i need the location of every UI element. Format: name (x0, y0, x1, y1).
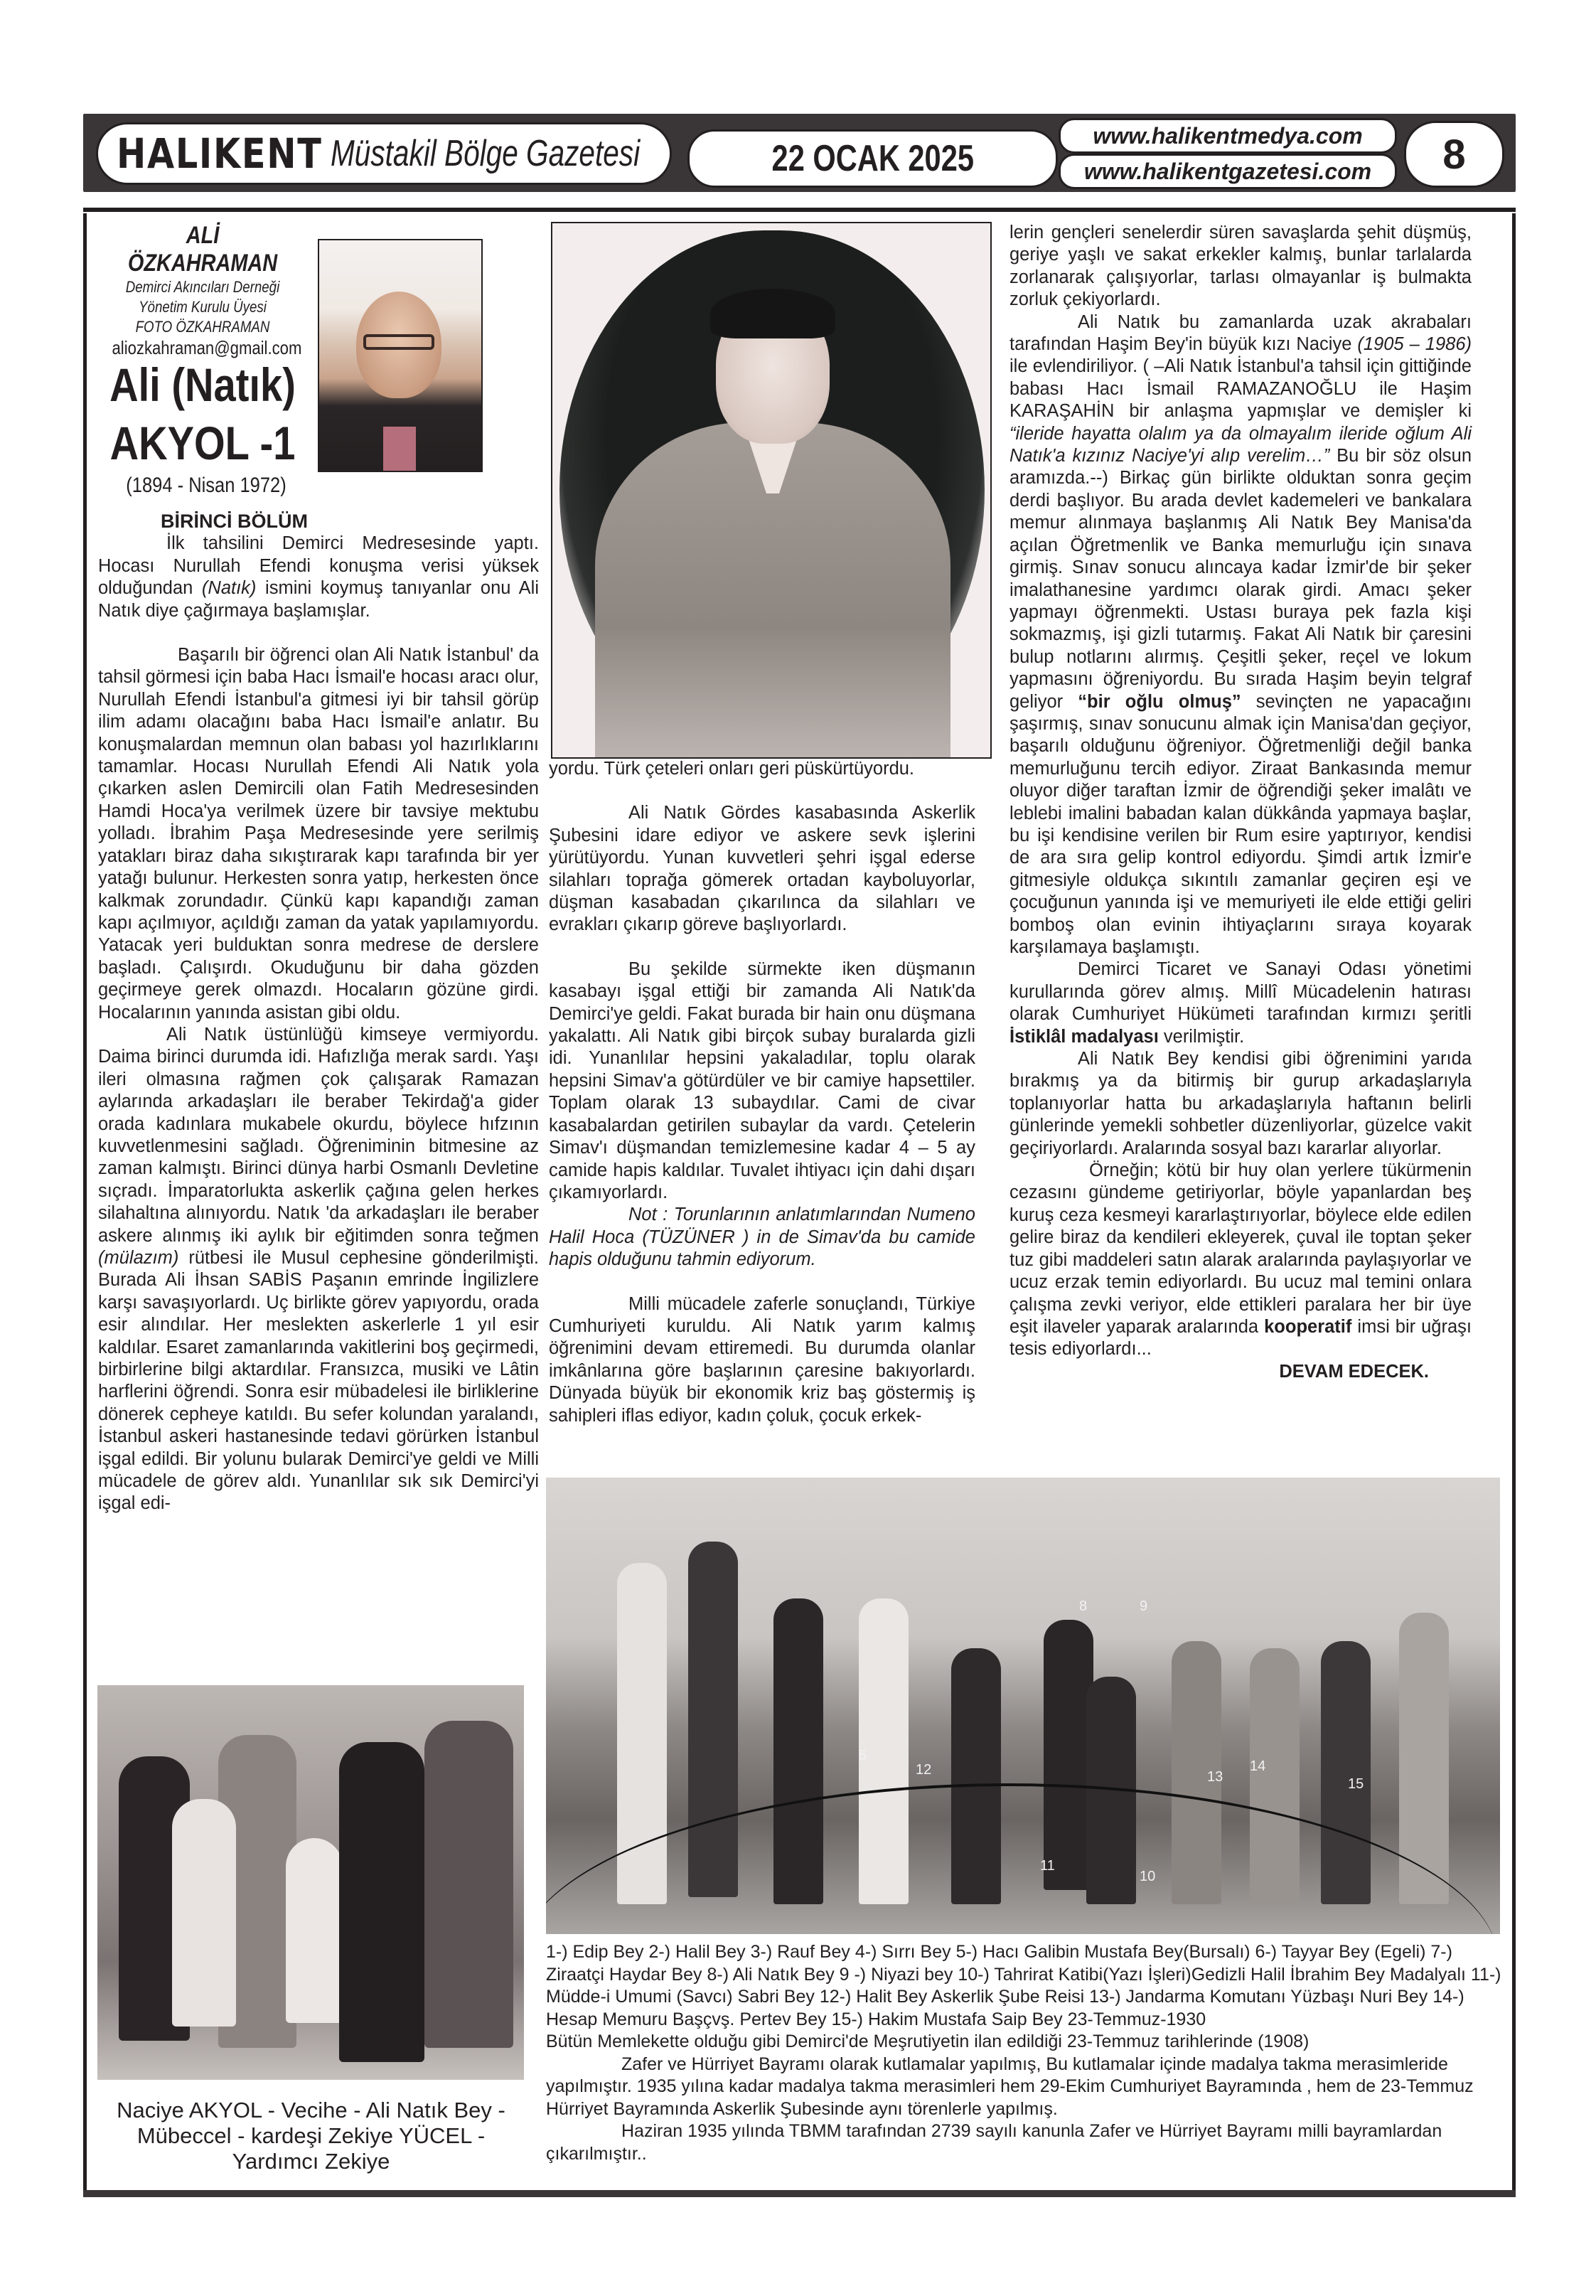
family-photo-caption: Naciye AKYOL - Vecihe - Ali Natık Bey - Mübeccel - kardeşi Zekiye YÜCEL - Yardımcı Zekiye (117, 2098, 505, 2174)
group-label: 5 (859, 1748, 867, 1763)
portrait-photo (551, 222, 992, 759)
caption-text: Haziran 1935 yılında TBMM tarafından 2739 sayılı kanunla Zafer ve Hürriyet Bayramı milli bayramlardan çıkarılmıştır.. (546, 2121, 1442, 2164)
author-photo (318, 239, 483, 472)
paragraph: İlk tahsilini Demirci Medresesinde yaptı. Hocası Nurullah Efendi konuşma verisi yüksek olduğundan (Natık) ismini koymuş tanıyanlar onu Ali Natık diye çağırmaya başlamışlar. (98, 533, 539, 621)
website-link-gazetesi[interactable]: www.halikentgazetesi.com (1059, 154, 1397, 189)
group-label: 15 (1348, 1776, 1364, 1792)
family-photo (97, 1685, 524, 2080)
author-role: Yönetim Kurulu Üyesi (139, 298, 267, 316)
group-label: 14 (1250, 1758, 1266, 1774)
paragraph: Milli mücadele zaferle sonuçlandı, Türkiye Cumhuriyeti kuruldu. Ali Natık yarım kalmış öğrenimini devam ettiremedi. Bu durumda olanlar imkânlarına göre başlarının çaresine bakıyorlardı. Dünyada büyük bir ekonomik kriz baş göstermiş iş sahipleri iflas ediyor, kadın çoluk, çocuk erkek- (549, 1293, 975, 1426)
group-label: 8 (1079, 1598, 1088, 1614)
newspaper-title (96, 122, 672, 185)
author-email[interactable]: aliozkahraman@gmail.com (112, 337, 302, 358)
caption-text: Bütün Memlekette olduğu gibi Demirci'de Meşrutiyetin ilan edildiği 23-Temmuz tarihlerinde (1908) (546, 2031, 1310, 2051)
author-studio: FOTO ÖZKAHRAMAN (135, 318, 270, 336)
article-column-2 (549, 758, 975, 1427)
paragraph: Bu şekilde sürmekte iken düşmanın kasabayı işgal ettiği bir zamanda Ali Natık'da Demirci'ye geldi. Fakat burada bir hain onu düşmana yakalattı. Ali Natık gibi birçok subay buralarda gizli idi. Yunanlılar hepsini yakaladılar, toplu olarak hepsini Simav'a götürdüler ve bir camiye hapsettiler. Toplam olarak 13 subaydılar. Cami de civar kasabalardan getirilen subaylar da vardı. Çetelerin Simav'ı düşmandan temizlemesine kadar 4 – 5 ay camide hapis kaldılar. Tuvalet ihtiyacı için dahi dışarı çıkamıyorlardı. (549, 959, 975, 1202)
group-photo-caption (546, 1941, 1502, 2165)
author-name: ALİ ÖZKAHRAMAN (127, 222, 278, 277)
group-label: 11 (1040, 1858, 1055, 1874)
page-number: 8 (1404, 121, 1504, 188)
website-link-medya[interactable]: www.halikentmedya.com (1059, 118, 1397, 154)
masthead (83, 114, 1516, 192)
author-role: Demirci Akıncıları Derneği (125, 278, 280, 296)
issue-date: 22 OCAK 2025 (687, 129, 1058, 188)
paragraph: Ali Natık Bey kendisi gibi öğrenimini yarıda bırakmış ya da bitirmiş bir gurup arkadaşlarıyla toplanıyorlar hatta bu arkadaşlarıyla haftanın belirli günlerinde yemekli sohbetler düzenliyorlar, güzelce vakit geçiriyorlardı. Aralarında sosyal bazı kararlar alıyorlar. (1009, 1049, 1472, 1158)
lifespan: (1894 - Nisan 1972) (126, 474, 286, 497)
paragraph: lerin gençleri senelerdir süren savaşlarda şehit düşmüş, geriye yaşlı ve sakat erkekler kalmış, bunlar tarlalarda zorlanarak çalışıyorlar, tarlası olmayanlar iş bulmakta zorluk çekiyorlardı. (1009, 223, 1472, 310)
paragraph: Ali Natık bu zamanlarda uzak akrabaları tarafından Haşim Bey'in büyük kızı Naciye (1905 – 1986) ile evlendiriliyor. ( –Ali Natık İstanbul'a tahsil için gittiğinde babası Hacı İsmail RAMAZANOĞLU ile Haşim KARAŞAHİN bir anlaşma yapmışlar ve demişler ki “ileride hayatta olalım ya da olmayalım ileride oğlum Ali Natık'a kızınız Naciye'yi alıp verelim…” Bu bir söz olsun aramızda.--) Birkaç gün birlikte olduktan sonra geçim derdi başlıyor. Bu arada devlet kademeleri ve bankalara memur alınmaya başlanmış Ali Natık Bey Manisa'da açılan Öğretmenlik ve Banka memurluğu için sınava girmiş. Sınav sonucu alıncaya kadar İzmir'de bir şeker imalathanesine yardımcı olarak girdi. Amacı şeker yapmayı öğrenmekti. Ustası buraya pek fazla kişi sokmazmış, işi gizli tutarmış. Fakat Ali Natık bir çaresini bulup notlarını alırmış. Çeşitli şeker, reçel ve lokum yapmasını öğreniyordu. Bu sırada Haşim beyin telgraf geliyor “bir oğlu olmuş” sevinçten ne yapacağını şaşırmış, sınav sonucunu almak için Manisa'dan geçiyor, başarılı olduğunu öğreniyor. Öğretmenliği değil banka memurluğunu tercih ediyor. Ziraat Bankasında memur oluyor diğer taraftan İzmir de öğrendiği şeker imalâtı ve leblebi imalini babadan kalan dükkânda yapmaya başlar, bu işi kendisine verilen bir Rum esire yaptırıyor, kendisi de ara sıra gelip kontrol ediyordu. Şimdi artık İzmir'e gitmesiyle oldukça sıkıntılı zamanlar geçiren eşi ve çocuğunun yanında işi ve memuriyeti ile elde ettiği geliri bomboş olan evinin ihtiyaçlarını sıraya koyarak karşılamaya başlamıştı. (1009, 311, 1472, 957)
paragraph: yordu. Türk çeteleri onları geri püskürtüyordu. (549, 759, 915, 779)
group-label: 12 (916, 1762, 932, 1778)
group-label: 9 (1140, 1598, 1148, 1614)
article-column-3 (1009, 222, 1472, 1383)
caption-text: Zafer ve Hürriyet Bayramı olarak kutlamalar yapılmış, Bu kutlamalar içinde madalya takma merasimleride yapılmıştır. 1935 yılına kadar madalya takma merasimleri hem 29-Ekim Cumhuriyet Bayramında , hem de 23-Temmuz Hürriyet Bayramında Askerlik Şubesinde aynı törenlerle yapılmış. (546, 2054, 1474, 2119)
article-headline: Ali (Natık) AKYOL -1 (109, 358, 296, 469)
brand-name: HALIKENT (117, 129, 323, 178)
group-label: 10 (1140, 1869, 1156, 1884)
author-note: Not : Torunlarının anlatımlarından Numeno Halil Hoca (TÜZÜNER ) in de Simav'da bu camide hapis olduğunu tahmin ediyorum. (549, 1205, 975, 1270)
header-divider (83, 208, 1516, 212)
footer-divider (83, 2190, 1516, 2197)
article-column-1 (98, 511, 539, 1515)
paragraph: Örneğin; kötü bir huy olan yerlere tükürmenin cezasını gündeme getiriyorlar, böyle yapanlardan beş kuruş ceza kesmeyi kararlaştırıyorlar, böylece elde edilen gelire biraz da kendileri ekleyerek, çuval ile toptan şeker tuz gibi maddeleri satın alarak aralarında paylaşıyorlar ve ucuz erzak temin ediyorlardı. Bu ucuz mal temini onlara çalışma zevki veriyor, elde ettikleri paralara her bir üye eşit ilaveler yaparak aralarında kooperatif imsi bir uğraşı tesis ediyorlardı... (1009, 1160, 1472, 1360)
brand-subtitle: Müstakil Bölge Gazetesi (330, 133, 640, 174)
group-label: 13 (1207, 1769, 1223, 1785)
paragraph: Başarılı bir öğrenci olan Ali Natık İstanbul' da tahsil görmesi için baba Hacı İsmail'e hocası aracı olur, Nurullah Efendi İstanbul'a gitmesi iyi bir tahsil görüp ilim adamı olacağını baba Hacı İsmail'e anlatır. Bu konuşmalardan memnun olan babası yol hazırlıklarını tamamlar. Hocası Nurullah Efendi Ali Natık yola çıkarken aslen Demircili olan Fatih Medresesinden Hamdi Hoca'ya verilmek üzere bir tavsiye mektubu yolladı. İbrahim Paşa Medresesinde yere serilmiş yatakları biraz daha sıkıştırarak kapı tarafında bir yer yatağı bulunur. Herkesten sonra yatıp, herkesten önce kalkmak zorundadır. Çünkü kapı kapandığı zaman kapı açılmıyor, açıldığı zaman da yatak yapılamıyordu. Yatacak yeri bulduktan sonra medrese de derslere başladı. Çalışırdı. Okuduğunu bir daha gözden geçirmeye gerek olmazdı. Hocaların gözüne girdi. Hocalarının yanında asistan gibi oldu. (98, 645, 539, 1022)
continued-notice: DEVAM EDECEK. (1279, 1361, 1429, 1382)
byline (96, 222, 309, 359)
paragraph: Ali Natık üstünlüğü kimseye vermiyordu. Daima birinci durumda idi. Hafızlığa merak sardı. Yaşı ileri olmasına rağmen çok çalışarak Ramazan aylarında arkadaşları ile beraber Tekirdağ'a gider orada kadınlara mukabele okurdu, böylece hıfzının kuvvetlenmesini sağladı. Öğreniminin bitmesine az zaman kalmıştı. Birinci dünya harbi Osmanlı Devletine sıçradı. İmparatorlukta askerlik çağına gelen herkes silahaltına alınıyordu. Natık 'da arkadaşları ile beraber askere alınmış iki aylık bir eğitimden sonra teğmen (mülazım) rütbesi ile Musul cephesine gönderilmişti. Burada Ali İhsan SABİS Paşanın emrinde İngilizlere karşı savaşıyorlardı. Uç birlikte görev yapıyordu, orada esir alındılar. Her meslekten askerlerle 1 yıl esir kaldılar. Esaret zamanlarında vakitlerini boş geçirmedi, birbirlerine bilgi aktardılar. Fransızca, musiki ve Lâtin harflerini öğrendi. Sonra esir mübadelesi ile birliklerine dönerek cepheye katıldı. Bu sefer kolundan yaralandı, İstanbul askeri hastanesinde tedavi görürken İstanbul işgal edildi. Bir yolunu bularak Demirci'ye geldi ve Milli mücadele de görev aldı. Yunanlılar sık sık Demirci'yi işgal edi- (98, 1024, 539, 1514)
section-heading: BİRİNCİ BÖLÜM (161, 511, 308, 532)
paragraph: Ali Natık Gördes kasabasında Askerlik Şubesini idare ediyor ve askere sevk işlerini yürütüyordu. Yunan kuvvetleri şehri işgal ederse silahları toprağa gömerek ortadan kayboluyorlar, düşman kasabadan çıkarılınca da silahları ve evrakları çıkarıp göreve başlıyorlardı. (549, 803, 975, 935)
group-photo (546, 1478, 1500, 1934)
caption-list: 1-) Edip Bey 2-) Halil Bey 3-) Rauf Bey 4-) Sırrı Bey 5-) Hacı Galibin Mustafa Bey(Bursalı) 6-) Tayyar Bey (Egeli) 7-) Ziraatçi Haydar Bey 8-) Ali Natık Bey 9 -) Niyazi bey 10-) Tahrirat Katibi(Yazı İşleri)Gedizli Halil İbrahim Bey Madalyalı 11-) Müdde-i Umumi (Savcı) Sabri Bey 12-) Halit Bey Askerlik Şube Reisi 13-) Jandarma Komutanı Yüzbaşı Nuri Bey 14-) Hesap Memuru Başçvş. Pertev Bey 15-) Hakim Mustafa Saip Bey 23-Temmuz-1930 (546, 1942, 1501, 2029)
paragraph: Demirci Ticaret ve Sanayi Odası yönetimi kurullarında görev almış. Millî Mücadelenin hatırası olarak Cumhuriyet Hükümeti tarafından kırmızı şeritli İstiklâl madalyası verilmiştir. (1009, 959, 1472, 1047)
